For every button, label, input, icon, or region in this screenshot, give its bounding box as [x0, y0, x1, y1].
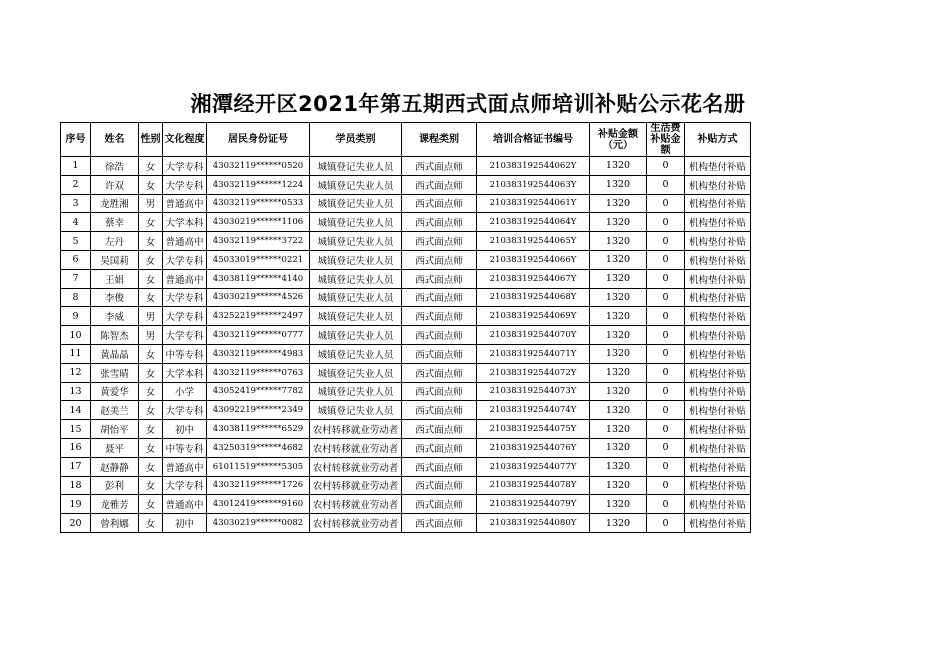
- cell-subsidy-method: 机构垫付补贴: [685, 495, 751, 514]
- cell-trainee-type: 农村转移就业劳动者: [310, 438, 402, 457]
- table-row: [61, 232, 751, 251]
- cell-certificate-no: 210383192544064Y: [477, 213, 590, 232]
- page-title: 湘潭经开区2021年第五期西式面点师培训补贴公示花名册: [190, 92, 746, 116]
- cell-id-number: 43250319******4682: [207, 438, 310, 457]
- cell-education: 普通高中: [163, 232, 207, 251]
- cell-gender: 女: [139, 495, 163, 514]
- cell-education: 大学本科: [163, 213, 207, 232]
- cell-name: 曾利娜: [91, 514, 139, 533]
- cell-id-number: 43038119******6529: [207, 420, 310, 439]
- cell-education: 大学专科: [163, 250, 207, 269]
- cell-course-type: 西式面点师: [402, 288, 477, 307]
- col-header-id-number: 居民身份证号: [207, 123, 310, 157]
- cell-course-type: 西式面点师: [402, 420, 477, 439]
- cell-gender: 女: [139, 250, 163, 269]
- cell-living-subsidy: 0: [647, 401, 685, 420]
- cell-gender: 女: [139, 438, 163, 457]
- table-row: [61, 250, 751, 269]
- cell-subsidy-amount: 1320: [590, 457, 647, 476]
- cell-subsidy-amount: 1320: [590, 476, 647, 495]
- table-body: [61, 157, 751, 533]
- cell-name: 黄爱华: [91, 382, 139, 401]
- cell-living-subsidy: 0: [647, 495, 685, 514]
- cell-living-subsidy: 0: [647, 307, 685, 326]
- cell-id-number: 43032119******1224: [207, 175, 310, 194]
- cell-id-number: 43032119******3722: [207, 232, 310, 251]
- cell-subsidy-method: 机构垫付补贴: [685, 213, 751, 232]
- cell-subsidy-amount: 1320: [590, 382, 647, 401]
- cell-index: 3: [61, 194, 91, 213]
- cell-certificate-no: 210383192544069Y: [477, 307, 590, 326]
- cell-course-type: 西式面点师: [402, 157, 477, 176]
- table-row: [61, 401, 751, 420]
- cell-index: 14: [61, 401, 91, 420]
- cell-trainee-type: 城镇登记失业人员: [310, 232, 402, 251]
- cell-index: 16: [61, 438, 91, 457]
- col-header-living-subsidy: 生活费补贴金额: [647, 123, 685, 157]
- cell-certificate-no: 210383192544067Y: [477, 269, 590, 288]
- col-header-subsidy-method: 补贴方式: [685, 123, 751, 157]
- cell-name: 彭利: [91, 476, 139, 495]
- cell-course-type: 西式面点师: [402, 326, 477, 345]
- cell-certificate-no: 210383192544066Y: [477, 250, 590, 269]
- col-header-name: 姓名: [91, 123, 139, 157]
- cell-course-type: 西式面点师: [402, 307, 477, 326]
- cell-living-subsidy: 0: [647, 457, 685, 476]
- cell-index: 6: [61, 250, 91, 269]
- cell-subsidy-method: 机构垫付补贴: [685, 232, 751, 251]
- cell-certificate-no: 210383192544065Y: [477, 232, 590, 251]
- cell-subsidy-method: 机构垫付补贴: [685, 382, 751, 401]
- cell-index: 17: [61, 457, 91, 476]
- table-row: [61, 326, 751, 345]
- cell-subsidy-amount: 1320: [590, 401, 647, 420]
- cell-trainee-type: 城镇登记失业人员: [310, 382, 402, 401]
- cell-trainee-type: 城镇登记失业人员: [310, 344, 402, 363]
- col-header-course-type: 课程类别: [402, 123, 477, 157]
- cell-education: 中等专科: [163, 344, 207, 363]
- cell-living-subsidy: 0: [647, 250, 685, 269]
- table-row: [61, 514, 751, 533]
- cell-living-subsidy: 0: [647, 288, 685, 307]
- cell-subsidy-amount: 1320: [590, 194, 647, 213]
- cell-name: 吴国莉: [91, 250, 139, 269]
- cell-subsidy-amount: 1320: [590, 175, 647, 194]
- col-header-trainee-type: 学员类别: [310, 123, 402, 157]
- cell-certificate-no: 210383192544062Y: [477, 157, 590, 176]
- cell-education: 普通高中: [163, 457, 207, 476]
- cell-id-number: 43252219******2497: [207, 307, 310, 326]
- table-row: [61, 175, 751, 194]
- cell-subsidy-method: 机构垫付补贴: [685, 363, 751, 382]
- cell-id-number: 43030219******4526: [207, 288, 310, 307]
- cell-name: 蔡幸: [91, 213, 139, 232]
- cell-course-type: 西式面点师: [402, 269, 477, 288]
- cell-id-number: 43012419******9160: [207, 495, 310, 514]
- cell-id-number: 43030219******0082: [207, 514, 310, 533]
- cell-trainee-type: 城镇登记失业人员: [310, 307, 402, 326]
- table-row: [61, 382, 751, 401]
- cell-id-number: 43032119******4983: [207, 344, 310, 363]
- cell-education: 普通高中: [163, 269, 207, 288]
- cell-gender: 男: [139, 194, 163, 213]
- cell-education: 初中: [163, 420, 207, 439]
- cell-id-number: 43032119******0533: [207, 194, 310, 213]
- cell-course-type: 西式面点师: [402, 514, 477, 533]
- cell-trainee-type: 城镇登记失业人员: [310, 213, 402, 232]
- cell-subsidy-amount: 1320: [590, 326, 647, 345]
- cell-living-subsidy: 0: [647, 420, 685, 439]
- cell-trainee-type: 城镇登记失业人员: [310, 250, 402, 269]
- cell-course-type: 西式面点师: [402, 382, 477, 401]
- cell-subsidy-method: 机构垫付补贴: [685, 250, 751, 269]
- cell-subsidy-amount: 1320: [590, 307, 647, 326]
- cell-name: 徐浩: [91, 157, 139, 176]
- cell-gender: 女: [139, 363, 163, 382]
- cell-index: 2: [61, 175, 91, 194]
- cell-trainee-type: 农村转移就业劳动者: [310, 476, 402, 495]
- table-row: [61, 307, 751, 326]
- cell-id-number: 45033019******0221: [207, 250, 310, 269]
- cell-course-type: 西式面点师: [402, 401, 477, 420]
- cell-name: 赵美兰: [91, 401, 139, 420]
- cell-subsidy-method: 机构垫付补贴: [685, 344, 751, 363]
- cell-id-number: 43032119******0777: [207, 326, 310, 345]
- cell-trainee-type: 城镇登记失业人员: [310, 175, 402, 194]
- cell-index: 18: [61, 476, 91, 495]
- cell-education: 普通高中: [163, 495, 207, 514]
- table-row: [61, 476, 751, 495]
- table-row: [61, 495, 751, 514]
- table-row: [61, 269, 751, 288]
- cell-certificate-no: 210383192544077Y: [477, 457, 590, 476]
- cell-name: 龙胜湘: [91, 194, 139, 213]
- cell-subsidy-amount: 1320: [590, 514, 647, 533]
- cell-trainee-type: 城镇登记失业人员: [310, 363, 402, 382]
- cell-subsidy-amount: 1320: [590, 250, 647, 269]
- cell-name: 龙雅芳: [91, 495, 139, 514]
- cell-subsidy-method: 机构垫付补贴: [685, 157, 751, 176]
- cell-certificate-no: 210383192544079Y: [477, 495, 590, 514]
- cell-index: 5: [61, 232, 91, 251]
- cell-name: 张雪晴: [91, 363, 139, 382]
- cell-id-number: 43032119******0763: [207, 363, 310, 382]
- cell-subsidy-method: 机构垫付补贴: [685, 194, 751, 213]
- cell-name: 王娟: [91, 269, 139, 288]
- cell-trainee-type: 城镇登记失业人员: [310, 269, 402, 288]
- cell-subsidy-method: 机构垫付补贴: [685, 326, 751, 345]
- cell-education: 大学专科: [163, 307, 207, 326]
- cell-course-type: 西式面点师: [402, 344, 477, 363]
- cell-index: 9: [61, 307, 91, 326]
- cell-index: 12: [61, 363, 91, 382]
- cell-certificate-no: 210383192544071Y: [477, 344, 590, 363]
- cell-subsidy-amount: 1320: [590, 157, 647, 176]
- cell-living-subsidy: 0: [647, 438, 685, 457]
- cell-subsidy-amount: 1320: [590, 420, 647, 439]
- cell-index: 7: [61, 269, 91, 288]
- cell-name: 黄晶晶: [91, 344, 139, 363]
- cell-education: 小学: [163, 382, 207, 401]
- col-header-gender: 性别: [139, 123, 163, 157]
- cell-course-type: 西式面点师: [402, 213, 477, 232]
- cell-education: 大学专科: [163, 288, 207, 307]
- cell-subsidy-method: 机构垫付补贴: [685, 514, 751, 533]
- table-row: [61, 157, 751, 176]
- cell-gender: 女: [139, 269, 163, 288]
- table-row: [61, 363, 751, 382]
- cell-education: 中等专科: [163, 438, 207, 457]
- cell-living-subsidy: 0: [647, 194, 685, 213]
- cell-subsidy-method: 机构垫付补贴: [685, 307, 751, 326]
- table-row: [61, 288, 751, 307]
- cell-living-subsidy: 0: [647, 382, 685, 401]
- cell-subsidy-amount: 1320: [590, 269, 647, 288]
- cell-trainee-type: 农村转移就业劳动者: [310, 457, 402, 476]
- cell-trainee-type: 城镇登记失业人员: [310, 194, 402, 213]
- cell-gender: 女: [139, 514, 163, 533]
- cell-id-number: 43038119******4140: [207, 269, 310, 288]
- cell-subsidy-amount: 1320: [590, 213, 647, 232]
- cell-education: 大学专科: [163, 326, 207, 345]
- cell-certificate-no: 210383192544068Y: [477, 288, 590, 307]
- cell-subsidy-amount: 1320: [590, 495, 647, 514]
- cell-subsidy-amount: 1320: [590, 438, 647, 457]
- cell-index: 13: [61, 382, 91, 401]
- cell-certificate-no: 210383192544063Y: [477, 175, 590, 194]
- cell-education: 大学专科: [163, 157, 207, 176]
- cell-subsidy-amount: 1320: [590, 363, 647, 382]
- cell-certificate-no: 210383192544074Y: [477, 401, 590, 420]
- cell-trainee-type: 农村转移就业劳动者: [310, 420, 402, 439]
- cell-name: 聂平: [91, 438, 139, 457]
- cell-subsidy-method: 机构垫付补贴: [685, 476, 751, 495]
- table-row: [61, 457, 751, 476]
- cell-course-type: 西式面点师: [402, 457, 477, 476]
- cell-education: 大学专科: [163, 401, 207, 420]
- cell-index: 11: [61, 344, 91, 363]
- cell-trainee-type: 城镇登记失业人员: [310, 157, 402, 176]
- cell-name: 陈智杰: [91, 326, 139, 345]
- table-row: [61, 420, 751, 439]
- cell-gender: 女: [139, 457, 163, 476]
- cell-subsidy-method: 机构垫付补贴: [685, 288, 751, 307]
- cell-gender: 男: [139, 307, 163, 326]
- cell-living-subsidy: 0: [647, 363, 685, 382]
- cell-living-subsidy: 0: [647, 476, 685, 495]
- cell-gender: 男: [139, 326, 163, 345]
- cell-living-subsidy: 0: [647, 269, 685, 288]
- cell-gender: 女: [139, 213, 163, 232]
- cell-certificate-no: 210383192544076Y: [477, 438, 590, 457]
- cell-name: 赵静静: [91, 457, 139, 476]
- cell-education: 普通高中: [163, 194, 207, 213]
- cell-subsidy-method: 机构垫付补贴: [685, 175, 751, 194]
- cell-gender: 女: [139, 175, 163, 194]
- roster-table: [60, 122, 751, 533]
- cell-index: 10: [61, 326, 91, 345]
- cell-index: 4: [61, 213, 91, 232]
- cell-trainee-type: 城镇登记失业人员: [310, 401, 402, 420]
- cell-subsidy-amount: 1320: [590, 288, 647, 307]
- cell-name: 许双: [91, 175, 139, 194]
- cell-subsidy-method: 机构垫付补贴: [685, 269, 751, 288]
- cell-index: 1: [61, 157, 91, 176]
- cell-living-subsidy: 0: [647, 232, 685, 251]
- cell-certificate-no: 210383192544078Y: [477, 476, 590, 495]
- cell-living-subsidy: 0: [647, 175, 685, 194]
- cell-course-type: 西式面点师: [402, 363, 477, 382]
- cell-subsidy-method: 机构垫付补贴: [685, 401, 751, 420]
- cell-id-number: 61011519******5305: [207, 457, 310, 476]
- cell-certificate-no: 210383192544061Y: [477, 194, 590, 213]
- cell-index: 15: [61, 420, 91, 439]
- header-row: [61, 123, 751, 157]
- col-header-education: 文化程度: [163, 123, 207, 157]
- table-row: [61, 438, 751, 457]
- col-header-index: 序号: [61, 123, 91, 157]
- cell-course-type: 西式面点师: [402, 495, 477, 514]
- cell-id-number: 43052419******7782: [207, 382, 310, 401]
- table-row: [61, 194, 751, 213]
- cell-subsidy-method: 机构垫付补贴: [685, 438, 751, 457]
- cell-education: 初中: [163, 514, 207, 533]
- cell-gender: 女: [139, 288, 163, 307]
- col-header-subsidy-amount: 补贴金额（元）: [590, 123, 647, 157]
- table-row: [61, 344, 751, 363]
- cell-course-type: 西式面点师: [402, 438, 477, 457]
- cell-course-type: 西式面点师: [402, 250, 477, 269]
- cell-subsidy-amount: 1320: [590, 232, 647, 251]
- cell-name: 李俊: [91, 288, 139, 307]
- cell-trainee-type: 农村转移就业劳动者: [310, 514, 402, 533]
- cell-living-subsidy: 0: [647, 514, 685, 533]
- cell-education: 大学专科: [163, 476, 207, 495]
- cell-gender: 女: [139, 232, 163, 251]
- cell-certificate-no: 210383192544080Y: [477, 514, 590, 533]
- cell-gender: 女: [139, 420, 163, 439]
- cell-education: 大学本科: [163, 363, 207, 382]
- cell-trainee-type: 城镇登记失业人员: [310, 288, 402, 307]
- cell-subsidy-method: 机构垫付补贴: [685, 457, 751, 476]
- cell-index: 8: [61, 288, 91, 307]
- cell-id-number: 43092219******2349: [207, 401, 310, 420]
- cell-index: 20: [61, 514, 91, 533]
- cell-subsidy-amount: 1320: [590, 344, 647, 363]
- table-row: [61, 213, 751, 232]
- col-header-certificate-no: 培训合格证书编号: [477, 123, 590, 157]
- cell-id-number: 43032119******0520: [207, 157, 310, 176]
- cell-certificate-no: 210383192544073Y: [477, 382, 590, 401]
- cell-course-type: 西式面点师: [402, 175, 477, 194]
- cell-living-subsidy: 0: [647, 213, 685, 232]
- cell-index: 19: [61, 495, 91, 514]
- cell-living-subsidy: 0: [647, 326, 685, 345]
- cell-certificate-no: 210383192544075Y: [477, 420, 590, 439]
- cell-trainee-type: 城镇登记失业人员: [310, 326, 402, 345]
- cell-certificate-no: 210383192544070Y: [477, 326, 590, 345]
- cell-name: 李威: [91, 307, 139, 326]
- cell-subsidy-method: 机构垫付补贴: [685, 420, 751, 439]
- cell-course-type: 西式面点师: [402, 194, 477, 213]
- cell-gender: 女: [139, 401, 163, 420]
- cell-gender: 女: [139, 476, 163, 495]
- cell-name: 左丹: [91, 232, 139, 251]
- cell-gender: 女: [139, 382, 163, 401]
- cell-education: 大学专科: [163, 175, 207, 194]
- cell-gender: 女: [139, 344, 163, 363]
- cell-living-subsidy: 0: [647, 344, 685, 363]
- cell-id-number: 43030219******1106: [207, 213, 310, 232]
- cell-gender: 女: [139, 157, 163, 176]
- cell-name: 胡怡平: [91, 420, 139, 439]
- cell-course-type: 西式面点师: [402, 476, 477, 495]
- cell-id-number: 43032119******1726: [207, 476, 310, 495]
- cell-course-type: 西式面点师: [402, 232, 477, 251]
- cell-living-subsidy: 0: [647, 157, 685, 176]
- cell-trainee-type: 农村转移就业劳动者: [310, 495, 402, 514]
- cell-certificate-no: 210383192544072Y: [477, 363, 590, 382]
